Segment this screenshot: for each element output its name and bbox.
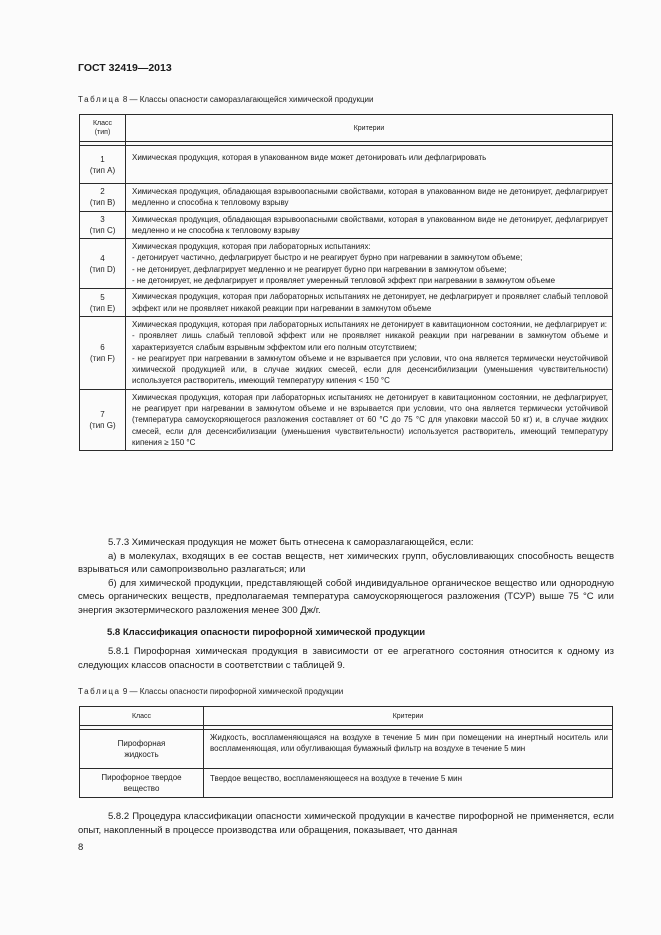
class-number: 4 bbox=[100, 253, 105, 263]
class-number: 1 bbox=[100, 154, 105, 164]
paragraph: а) в молекулах, входящих в ее состав веществ, нет химических групп, обусловливающих способность веществ взрываться или самопроизвольно разлагаться; или bbox=[78, 550, 614, 576]
document-code: ГОСТ 32419—2013 bbox=[78, 62, 172, 74]
class-number: 6 bbox=[100, 342, 105, 352]
class-cell bbox=[80, 389, 126, 450]
table-row bbox=[80, 239, 613, 289]
paragraph: 5.8.1 Пирофорная химическая продукция в зависимости от ее агрегатного состояния относится к одному из следующих классов опасности в соответствии с таблицей 9. bbox=[78, 646, 614, 671]
paragraph: б) для химической продукции, представляющей собой индивидуальное органическое вещество или однородную смесь органических веществ, предполагаемая температура самоускоряющегося разложения (ТСУР) выше 75 °С или энергия экзотермического разложения менее 300 Дж/г. bbox=[78, 577, 614, 616]
table-row bbox=[80, 211, 613, 239]
class-type: (тип G) bbox=[89, 420, 116, 430]
table8-header-criteria: Критерии bbox=[126, 115, 613, 142]
table-row bbox=[80, 316, 613, 389]
table-row bbox=[80, 184, 613, 212]
criteria-line: Химическая продукция, обладающая взрывоопасными свойствами, которая в упакованном виде не детонирует, дефлагрирует медленно и способна к тепловому взрыву bbox=[132, 187, 608, 208]
table9-caption bbox=[78, 687, 343, 696]
criteria-cell bbox=[126, 389, 613, 450]
class-number: 7 bbox=[100, 409, 105, 419]
section-5-8-2 bbox=[78, 810, 614, 837]
class-cell bbox=[80, 730, 204, 769]
criteria-cell bbox=[126, 316, 613, 389]
criteria-cell bbox=[126, 211, 613, 239]
class-cell bbox=[80, 769, 204, 798]
criteria-line: - не детонирует, не дефлагрирует и проявляет умеренный тепловой эффект при нагревании в замкнутом объеме bbox=[132, 276, 556, 286]
table-row bbox=[80, 146, 613, 184]
table8-caption-text: 8 — Классы опасности саморазлагающейся химической продукции bbox=[122, 95, 374, 104]
table9-header-criteria: Критерии bbox=[204, 707, 613, 726]
class-type: (тип D) bbox=[89, 264, 116, 274]
class-type: (тип B) bbox=[89, 198, 116, 208]
table9-caption-label: Таблица bbox=[78, 687, 121, 696]
class-number: 5 bbox=[100, 292, 105, 302]
criteria-line: - не реагирует при нагревании в замкнутом объеме и не взрывается при условии, что она является термически неустойчивой химической продукцией или, в случае жидких смесей, если для десенсибилизации (уменьшения чувствительности) используется растворитель, имеющий температуру кипения < 150 °С bbox=[132, 353, 608, 386]
table9-header-class: Класс bbox=[80, 707, 204, 726]
table-row bbox=[80, 289, 613, 317]
table8 bbox=[79, 114, 613, 451]
table8-header-class bbox=[80, 115, 126, 142]
criteria-cell: Твердое вещество, воспламеняющееся на воздухе в течение 5 мин bbox=[204, 769, 613, 798]
class-type: (тип F) bbox=[90, 353, 115, 363]
class-number: 3 bbox=[100, 214, 105, 224]
class-cell bbox=[80, 184, 126, 212]
criteria-cell bbox=[126, 239, 613, 289]
criteria-line: Химическая продукция, которая при лабораторных испытаниях: bbox=[132, 242, 371, 252]
criteria-line: - не детонирует, дефлагрирует медленно и не реагирует бурно при нагревании в замкнутом объеме; bbox=[132, 264, 507, 274]
paragraph: 5.8.2 Процедура классификации опасности химической продукции в качестве пирофорной не применяется, если опыт, накопленный в процессе производства или обращения, показывает, что данная bbox=[78, 811, 614, 836]
table8-caption-label: Таблица bbox=[78, 95, 121, 104]
table8-header-class-label: Класс (тип) bbox=[92, 120, 113, 136]
criteria-cell bbox=[126, 184, 613, 212]
section-5-7-3 bbox=[78, 536, 614, 618]
class-type: (тип A) bbox=[89, 165, 116, 175]
class-cell bbox=[80, 289, 126, 317]
criteria-cell: Жидкость, воспламеняющаяся на воздухе в течение 5 мин при помещении на инертный носитель или воспламеняющая, или обугливающая бумажный фильтр на воздухе в течение 5 мин bbox=[204, 730, 613, 769]
paragraph: 5.7.3 Химическая продукция не может быть отнесена к саморазлагающейся, если: bbox=[108, 537, 474, 548]
table-row bbox=[80, 730, 613, 769]
table-row bbox=[80, 769, 613, 798]
section-heading: 5.8 Классификация опасности пирофорной химической продукции bbox=[107, 627, 426, 638]
class-number: 2 bbox=[100, 187, 105, 197]
class-cell bbox=[80, 239, 126, 289]
criteria-line: - проявляет лишь слабый тепловой эффект или не проявляет никакой реакции при нагревании в замкнутом объеме и характеризуется слабым взрывным эффектом или его полным отсутствием; bbox=[132, 331, 608, 352]
table-row bbox=[80, 389, 613, 450]
table9-caption-text: 9 — Классы опасности пирофорной химической продукции bbox=[122, 687, 344, 696]
criteria-line: Химическая продукция, которая в упакованном виде может детонировать или дефлагрировать bbox=[132, 153, 487, 162]
page-number: 8 bbox=[78, 842, 84, 853]
criteria-cell bbox=[126, 289, 613, 317]
criteria-line: Химическая продукция, обладающая взрывоопасными свойствами, которая в упакованном виде не детонирует, дефлагрирует медленно и не способна к тепловому взрыву bbox=[132, 214, 608, 235]
class-label: Пирофорное твердое вещество bbox=[101, 773, 182, 793]
class-cell bbox=[80, 211, 126, 239]
class-label: Пирофорная жидкость bbox=[117, 739, 166, 759]
criteria-line: Химическая продукция, которая при лабораторных испытаниях не детонирует в кавитационном состоянии, не дефлагрирует и: bbox=[132, 319, 608, 329]
class-type: (тип C) bbox=[89, 225, 116, 235]
criteria-line: - детонирует частично, дефлагрирует быстро и не реагирует бурно при нагревании в замкнутом объеме; bbox=[132, 253, 523, 263]
criteria-line: Химическая продукция, которая при лабораторных испытаниях не детонирует, не дефлагрирует и проявляет слабый тепловой эффект или не проявляет никакой реакции при нагревании в замкнутом объеме bbox=[132, 292, 608, 313]
section-5-8-1 bbox=[78, 645, 614, 672]
class-cell bbox=[80, 316, 126, 389]
table9 bbox=[79, 706, 613, 798]
class-cell bbox=[80, 146, 126, 184]
table8-caption bbox=[78, 95, 374, 104]
criteria-cell bbox=[126, 146, 613, 184]
class-type: (тип E) bbox=[89, 303, 116, 313]
criteria-line: Химическая продукция, которая при лабораторных испытаниях не детонирует в кавитационном состоянии, не дефлагрирует, не реагирует при нагревании в замкнутом объеме и не взрывается при условии, что она является термически устойчивой (температура самоускоряющегося разложения составляет от 60 °С до 75 °С для упаковки массой 50 кг) и, в случае жидких смесей, если для десенсибилизации (уменьшения чувствительности) используется растворитель, имеющий температуру кипения ≥ 150 °С bbox=[132, 392, 608, 447]
